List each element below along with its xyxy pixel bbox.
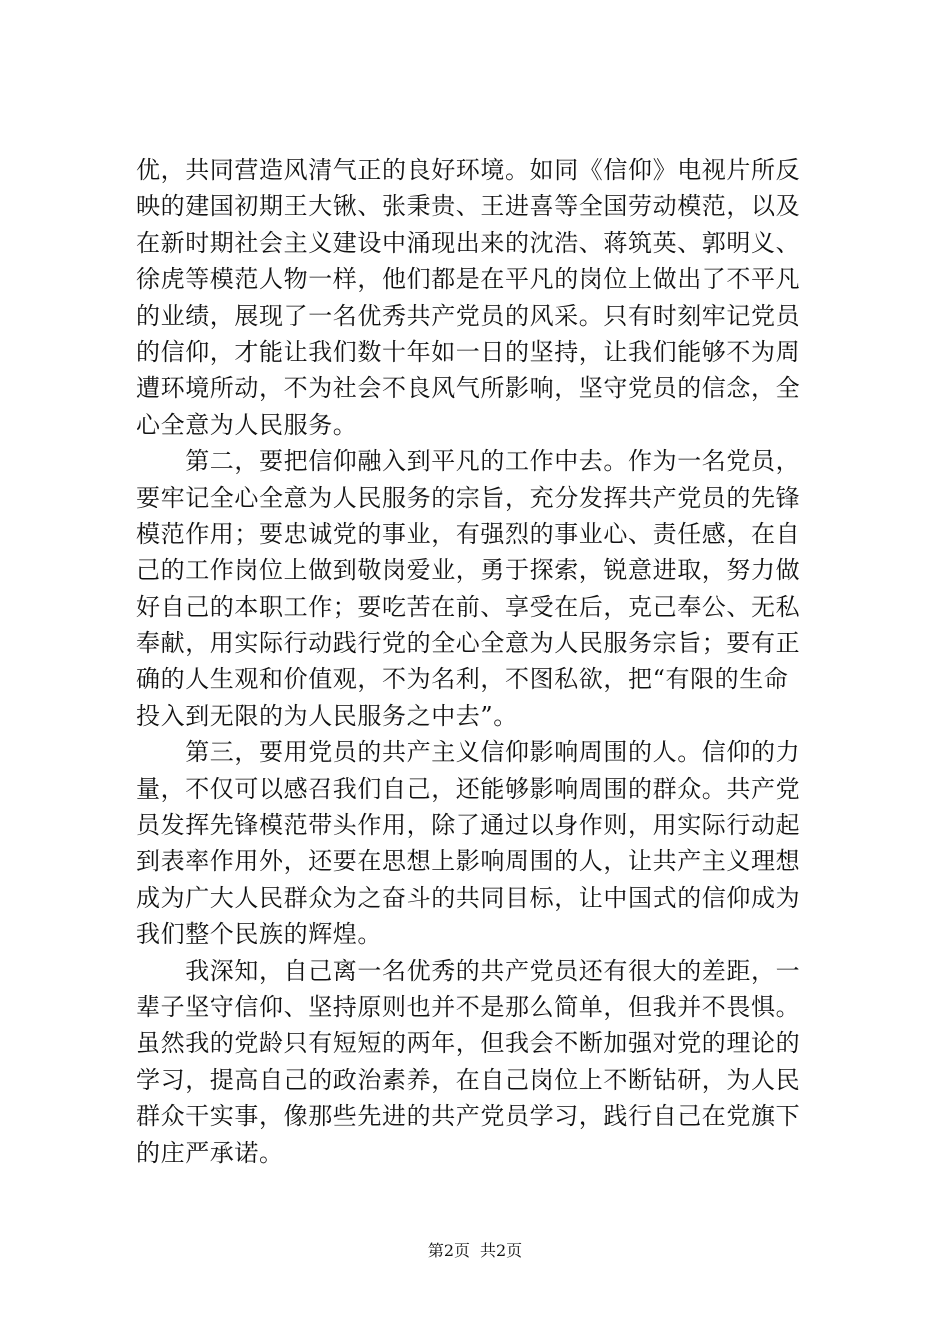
text-line: 要牢记全心全意为人民服务的宗旨，充分发挥共产党员的先锋 xyxy=(136,483,801,512)
text-line: 奉献，用实际行动践行党的全心全意为人民服务宗旨；要有正 xyxy=(136,629,801,658)
text-line: 的信仰，才能让我们数十年如一日的坚持，让我们能够不为周 xyxy=(136,337,801,366)
text-line: 投入到无限的为人民服务之中去”。 xyxy=(136,701,518,730)
page-footer xyxy=(0,1241,950,1261)
text-line: 徐虎等模范人物一样，他们都是在平凡的岗位上做出了不平凡 xyxy=(136,265,801,294)
text-line: 学习，提高自己的政治素养，在自己岗位上不断钻研，为人民 xyxy=(136,1065,801,1094)
text-line: 虽然我的党龄只有短短的两年，但我会不断加强对党的理论的 xyxy=(136,1029,801,1058)
text-line: 己的工作岗位上做到敬岗爱业，勇于探索，锐意进取，努力做 xyxy=(136,556,801,585)
text-line: 的庄严承诺。 xyxy=(136,1138,284,1167)
text-line: 模范作用；要忠诚党的事业，有强烈的事业心、责任感，在自 xyxy=(136,519,801,548)
text-line: 我深知，自己离一名优秀的共产党员还有很大的差距，一 xyxy=(136,956,801,985)
text-line: 员发挥先锋模范带头作用，除了通过以身作则，用实际行动起 xyxy=(136,811,801,840)
text-line: 第三，要用党员的共产主义信仰影响周围的人。信仰的力 xyxy=(136,738,801,767)
text-line: 成为广大人民群众为之奋斗的共同目标，让中国式的信仰成为 xyxy=(136,883,801,912)
document-body xyxy=(136,152,832,1171)
page-number: 第2页 xyxy=(427,1241,470,1260)
text-line: 辈子坚守信仰、坚持原则也并不是那么简单，但我并不畏惧。 xyxy=(136,992,801,1021)
page-total: 共2页 xyxy=(480,1241,523,1260)
text-line: 量，不仅可以感召我们自己，还能够影响周围的群众。共产党 xyxy=(136,774,801,803)
text-line: 到表率作用外，还要在思想上影响周围的人，让共产主义理想 xyxy=(136,847,801,876)
text-line: 遭环境所动，不为社会不良风气所影响，坚守党员的信念，全 xyxy=(136,374,801,403)
text-line: 第二，要把信仰融入到平凡的工作中去。作为一名党员， xyxy=(136,447,801,476)
text-line: 好自己的本职工作；要吃苦在前、享受在后，克己奉公、无私 xyxy=(136,592,801,621)
text-line: 我们整个民族的辉煌。 xyxy=(136,920,382,949)
text-line: 映的建国初期王大锹、张秉贵、王进喜等全国劳动模范，以及 xyxy=(136,192,801,221)
text-line: 心全意为人民服务。 xyxy=(136,410,358,439)
text-line: 群众干实事，像那些先进的共产党员学习，践行自己在党旗下 xyxy=(136,1102,801,1131)
text-line: 的业绩，展现了一名优秀共产党员的风采。只有时刻牢记党员 xyxy=(136,301,801,330)
text-line: 在新时期社会主义建设中涌现出来的沈浩、蒋筑英、郭明义、 xyxy=(136,228,801,257)
text-line: 确的人生观和价值观，不为名利，不图私欲，把“有限的生命 xyxy=(136,665,789,694)
text-line: 优，共同营造风清气正的良好环境。如同《信仰》电视片所反 xyxy=(136,156,801,184)
